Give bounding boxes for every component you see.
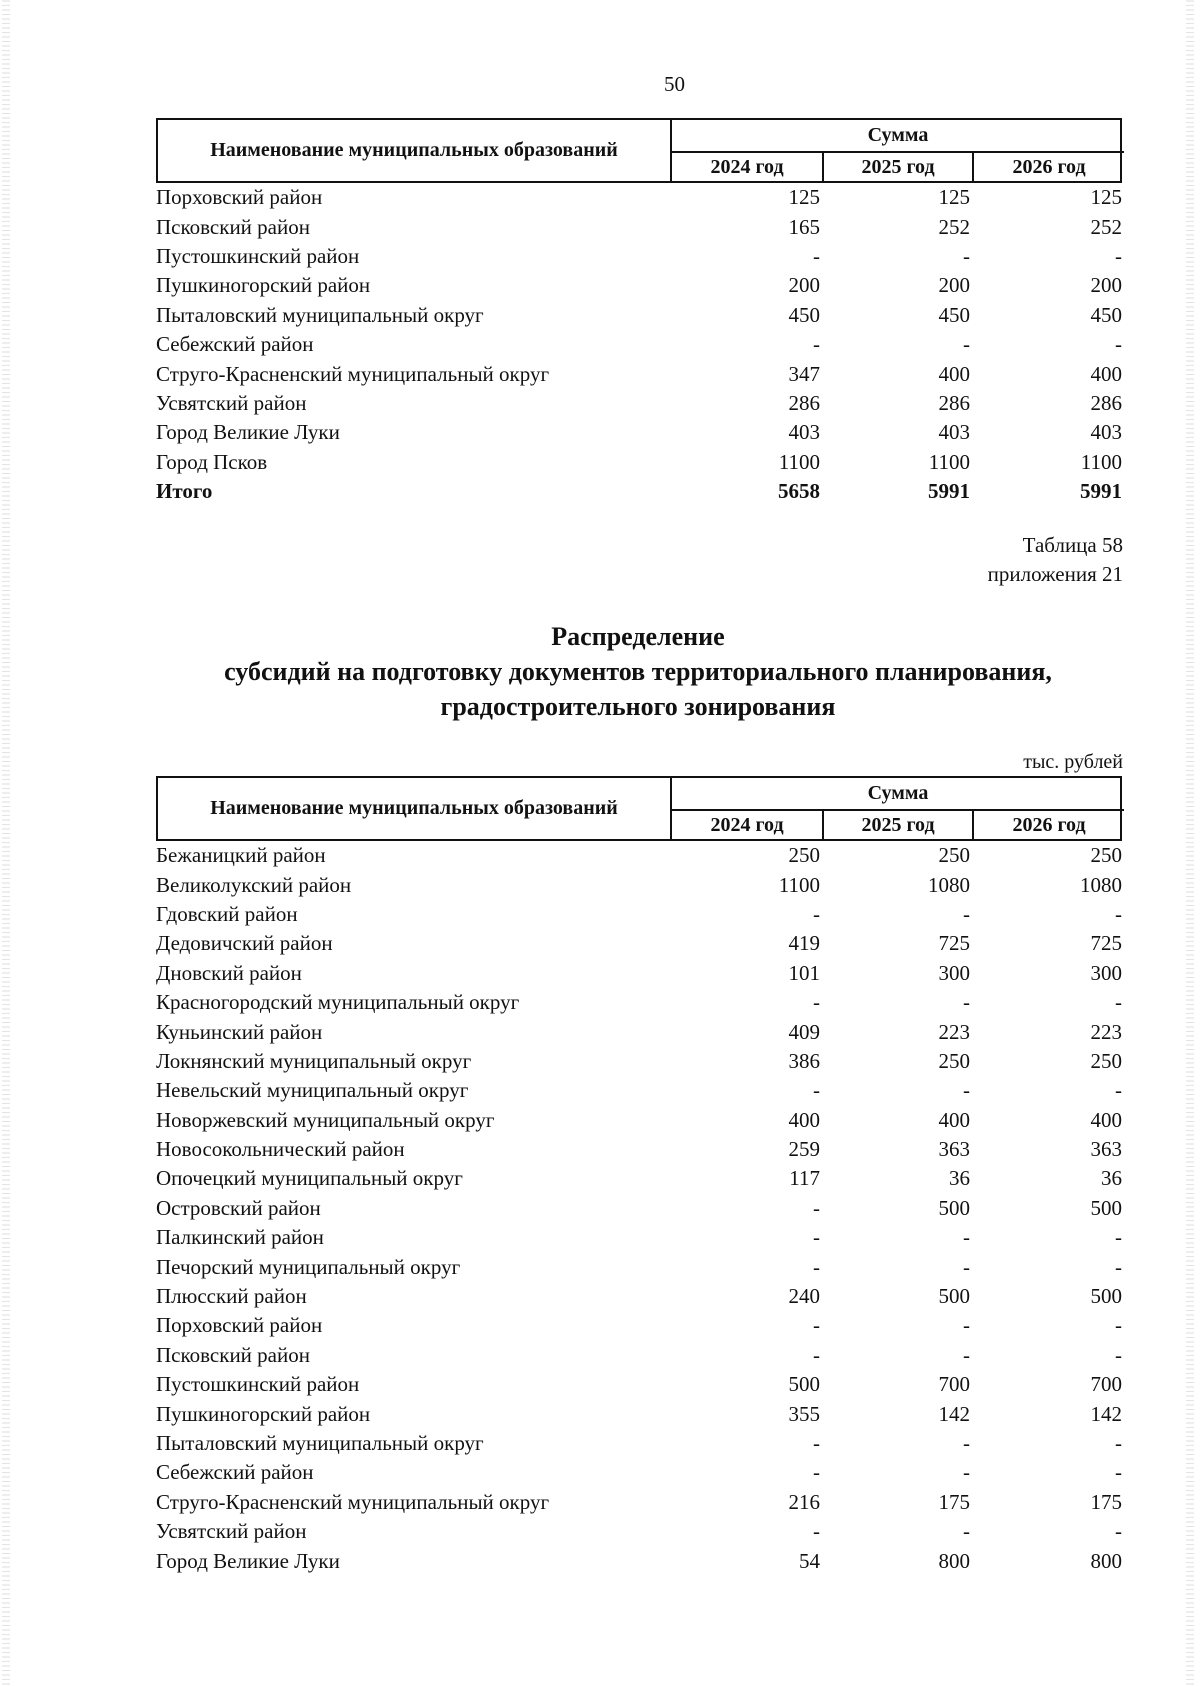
municipality-name: Плюсский район (156, 1284, 307, 1309)
value-2026: 250 (1090, 843, 1122, 868)
header-year-2026: 2026 год (972, 153, 1124, 181)
municipality-name: Гдовский район (156, 901, 298, 926)
value-2024: - (813, 243, 820, 268)
title-line-3: градостроительного зонирования (440, 692, 836, 721)
table-row (156, 1488, 1122, 1517)
value-2026: 300 (1090, 960, 1122, 985)
table-row (156, 183, 1122, 212)
value-2024: 54 (799, 1548, 820, 1573)
value-2026: 1080 (1080, 872, 1122, 897)
value-2025: 500 (938, 1195, 970, 1220)
table-row (156, 1135, 1122, 1164)
municipality-name: Новоржевский муниципальный округ (156, 1107, 495, 1132)
total-row (156, 477, 1122, 506)
title-line-1: Распределение (551, 622, 725, 651)
table-reference: Таблица 58 (1022, 533, 1123, 557)
table-row (156, 271, 1122, 300)
header-name-column: Наименование муниципальных образований (158, 778, 672, 839)
municipality-name: Локнянский муниципальный округ (156, 1048, 472, 1073)
value-2024: 386 (788, 1048, 820, 1073)
table-row (156, 929, 1122, 958)
value-2026: 200 (1090, 273, 1122, 298)
value-2025: - (963, 990, 970, 1015)
value-2025: 36 (949, 1166, 970, 1191)
value-2025: - (963, 1078, 970, 1103)
total-label: Итого (156, 479, 213, 504)
value-2026: - (1115, 1225, 1122, 1250)
value-2025: 223 (938, 1019, 970, 1044)
value-2025: 300 (938, 960, 970, 985)
value-2025: 500 (938, 1284, 970, 1309)
value-2024: 216 (788, 1489, 820, 1514)
table-row (156, 1164, 1122, 1193)
value-2025: 175 (938, 1489, 970, 1514)
municipality-name: Город Псков (156, 449, 268, 474)
municipality-name: Псковский район (156, 1342, 310, 1367)
municipality-name: Порховский район (156, 1313, 323, 1338)
table-header (156, 118, 1122, 183)
table-row (156, 1282, 1122, 1311)
total-2025: 5991 (928, 479, 970, 504)
municipality-name: Порховский район (156, 185, 323, 210)
municipality-name: Пушкиногорский район (156, 273, 371, 298)
table-row (156, 1517, 1122, 1546)
municipality-name: Город Великие Луки (156, 1548, 340, 1573)
value-2026: 800 (1090, 1548, 1122, 1573)
municipality-name: Бежаницкий район (156, 843, 326, 868)
table-row (156, 1017, 1122, 1046)
municipality-name: Дновский район (156, 960, 302, 985)
value-2025: 250 (938, 843, 970, 868)
municipality-name: Усвятский район (156, 1519, 307, 1544)
table-row (156, 1106, 1122, 1135)
municipality-name: Усвятский район (156, 390, 307, 415)
value-2026: 1100 (1080, 449, 1122, 474)
table-row (156, 1429, 1122, 1458)
header-year-2025: 2025 год (822, 811, 972, 839)
table-row (156, 418, 1122, 447)
table-row (156, 1076, 1122, 1105)
value-2025: 400 (938, 361, 970, 386)
value-2025: - (963, 1431, 970, 1455)
value-2025: 800 (938, 1548, 970, 1573)
table-body (156, 841, 1122, 1576)
municipality-name: Пыталовский муниципальный округ (156, 302, 484, 327)
header-name-column: Наименование муниципальных образований (158, 120, 672, 181)
value-2024: - (813, 1342, 820, 1367)
table-row (156, 1047, 1122, 1076)
table-row (156, 1458, 1122, 1487)
value-2024: 117 (789, 1166, 820, 1191)
value-2024: 403 (788, 420, 820, 445)
table-58 (156, 776, 1122, 1576)
value-2024: - (813, 332, 820, 357)
value-2025: - (963, 901, 970, 926)
table-row (156, 988, 1122, 1017)
header-sum-group: Сумма (672, 778, 1124, 811)
value-2025: - (963, 1225, 970, 1250)
value-2024: 101 (788, 960, 820, 985)
header-year-2024: 2024 год (710, 155, 784, 178)
municipality-name: Великолукский район (156, 872, 352, 897)
municipality-name: Невельский муниципальный округ (156, 1078, 469, 1103)
table-row (156, 841, 1122, 870)
units-label: тыс. рублей (1023, 751, 1123, 773)
table-row (156, 448, 1122, 477)
value-2024: 259 (788, 1137, 820, 1162)
value-2026: - (1115, 990, 1122, 1015)
value-2024: 450 (788, 302, 820, 327)
value-2026: - (1115, 1313, 1122, 1338)
value-2026: - (1115, 1519, 1122, 1544)
value-2026: 36 (1101, 1166, 1122, 1191)
municipality-name: Печорский муниципальный округ (156, 1254, 461, 1279)
municipality-name: Пустошкинский район (156, 1372, 360, 1397)
value-2026: 700 (1090, 1372, 1122, 1397)
header-year-2026: 2026 год (972, 811, 1124, 839)
value-2025: - (963, 332, 970, 357)
value-2026: - (1115, 1078, 1122, 1103)
title-line-2: субсидий на подготовку документов территориального планирования, (224, 657, 1052, 686)
total-2026: 5991 (1080, 479, 1122, 504)
municipality-name: Пустошкинский район (156, 243, 360, 268)
value-2026: 125 (1090, 185, 1122, 210)
value-2024: - (813, 901, 820, 926)
value-2026: - (1115, 1254, 1122, 1279)
value-2025: - (963, 1313, 970, 1338)
value-2024: - (813, 1460, 820, 1485)
municipality-name: Себежский район (156, 332, 314, 357)
table-row (156, 1370, 1122, 1399)
value-2024: 400 (788, 1107, 820, 1132)
value-2024: 347 (788, 361, 820, 386)
header-year-2024: 2024 год (710, 813, 784, 836)
municipality-name: Куньинский район (156, 1019, 323, 1044)
municipality-name: Опочецкий муниципальный округ (156, 1166, 463, 1191)
value-2024: - (813, 1431, 820, 1455)
table-row (156, 870, 1122, 899)
value-2024: 355 (788, 1401, 820, 1426)
value-2026: - (1115, 332, 1122, 357)
value-2026: - (1115, 243, 1122, 268)
table-continued (156, 118, 1122, 506)
value-2024: 409 (788, 1019, 820, 1044)
table-row (156, 1546, 1122, 1575)
table-row (156, 212, 1122, 241)
total-2024: 5658 (778, 479, 820, 504)
municipality-name: Дедовичский район (156, 931, 333, 956)
value-2026: 175 (1090, 1489, 1122, 1514)
value-2026: 500 (1090, 1195, 1122, 1220)
value-2026: - (1115, 1460, 1122, 1485)
value-2024: 500 (788, 1372, 820, 1397)
value-2024: - (813, 990, 820, 1015)
value-2026: 403 (1090, 420, 1122, 445)
value-2025: - (963, 243, 970, 268)
value-2025: 1100 (928, 449, 970, 474)
value-2024: - (813, 1195, 820, 1220)
table-row (156, 1399, 1122, 1428)
value-2024: 250 (788, 843, 820, 868)
scan-edge-left (2, 0, 10, 1686)
value-2026: 400 (1090, 1107, 1122, 1132)
table-row (156, 959, 1122, 988)
value-2025: - (963, 1342, 970, 1367)
table-row (156, 242, 1122, 271)
value-2024: - (813, 1519, 820, 1544)
value-2024: - (813, 1225, 820, 1250)
value-2026: 223 (1090, 1019, 1122, 1044)
page-number: 50 (664, 72, 685, 96)
table-row (156, 900, 1122, 929)
value-2025: - (963, 1519, 970, 1544)
municipality-name: Себежский район (156, 1460, 314, 1485)
value-2026: 450 (1090, 302, 1122, 327)
value-2025: 125 (938, 185, 970, 210)
table-row (156, 301, 1122, 330)
value-2026: 363 (1090, 1137, 1122, 1162)
value-2026: 142 (1090, 1401, 1122, 1426)
value-2026: - (1115, 901, 1122, 926)
table-row (156, 1194, 1122, 1223)
table-row (156, 1223, 1122, 1252)
scan-edge-right (1186, 0, 1194, 1686)
value-2025: 725 (938, 931, 970, 956)
municipality-name: Палкинский район (156, 1225, 324, 1250)
value-2026: 286 (1090, 390, 1122, 415)
municipality-name: Новосокольнический район (156, 1137, 405, 1162)
municipality-name: Красногородский муниципальный округ (156, 990, 520, 1015)
value-2025: 1080 (928, 872, 970, 897)
value-2026: 500 (1090, 1284, 1122, 1309)
value-2025: - (963, 1254, 970, 1279)
municipality-name: Город Великие Луки (156, 420, 340, 445)
value-2025: 286 (938, 390, 970, 415)
value-2025: 700 (938, 1372, 970, 1397)
municipality-name: Струго-Красненский муниципальный округ (156, 361, 550, 386)
value-2024: 1100 (778, 449, 820, 474)
value-2024: 125 (788, 185, 820, 210)
municipality-name: Островский район (156, 1195, 321, 1220)
value-2025: - (963, 1460, 970, 1485)
table-row (156, 359, 1122, 388)
value-2025: 200 (938, 273, 970, 298)
value-2024: 286 (788, 390, 820, 415)
table-header (156, 776, 1122, 841)
value-2026: - (1115, 1342, 1122, 1367)
value-2024: - (813, 1078, 820, 1103)
value-2026: - (1115, 1431, 1122, 1455)
value-2024: 419 (788, 931, 820, 956)
value-2024: 1100 (778, 872, 820, 897)
appendix-reference: приложения 21 (987, 562, 1123, 586)
value-2026: 400 (1090, 361, 1122, 386)
value-2024: - (813, 1254, 820, 1279)
value-2025: 450 (938, 302, 970, 327)
value-2026: 252 (1090, 214, 1122, 239)
header-year-2025: 2025 год (822, 153, 972, 181)
table-body (156, 183, 1122, 506)
table-row (156, 389, 1122, 418)
header-sum-group: Сумма (672, 120, 1124, 153)
value-2026: 725 (1090, 931, 1122, 956)
value-2024: 165 (788, 214, 820, 239)
municipality-name: Струго-Красненский муниципальный округ (156, 1489, 550, 1514)
table-row (156, 1341, 1122, 1370)
municipality-name: Псковский район (156, 214, 310, 239)
table-row (156, 1252, 1122, 1281)
value-2025: 400 (938, 1107, 970, 1132)
value-2025: 403 (938, 420, 970, 445)
table-row (156, 1311, 1122, 1340)
value-2024: 240 (788, 1284, 820, 1309)
value-2026: 250 (1090, 1048, 1122, 1073)
value-2025: 142 (938, 1401, 970, 1426)
value-2024: - (813, 1313, 820, 1338)
table-row (156, 330, 1122, 359)
municipality-name: Пушкиногорский район (156, 1401, 371, 1426)
municipality-name: Пыталовский муниципальный округ (156, 1431, 484, 1455)
value-2025: 363 (938, 1137, 970, 1162)
value-2025: 250 (938, 1048, 970, 1073)
value-2025: 252 (938, 214, 970, 239)
value-2024: 200 (788, 273, 820, 298)
